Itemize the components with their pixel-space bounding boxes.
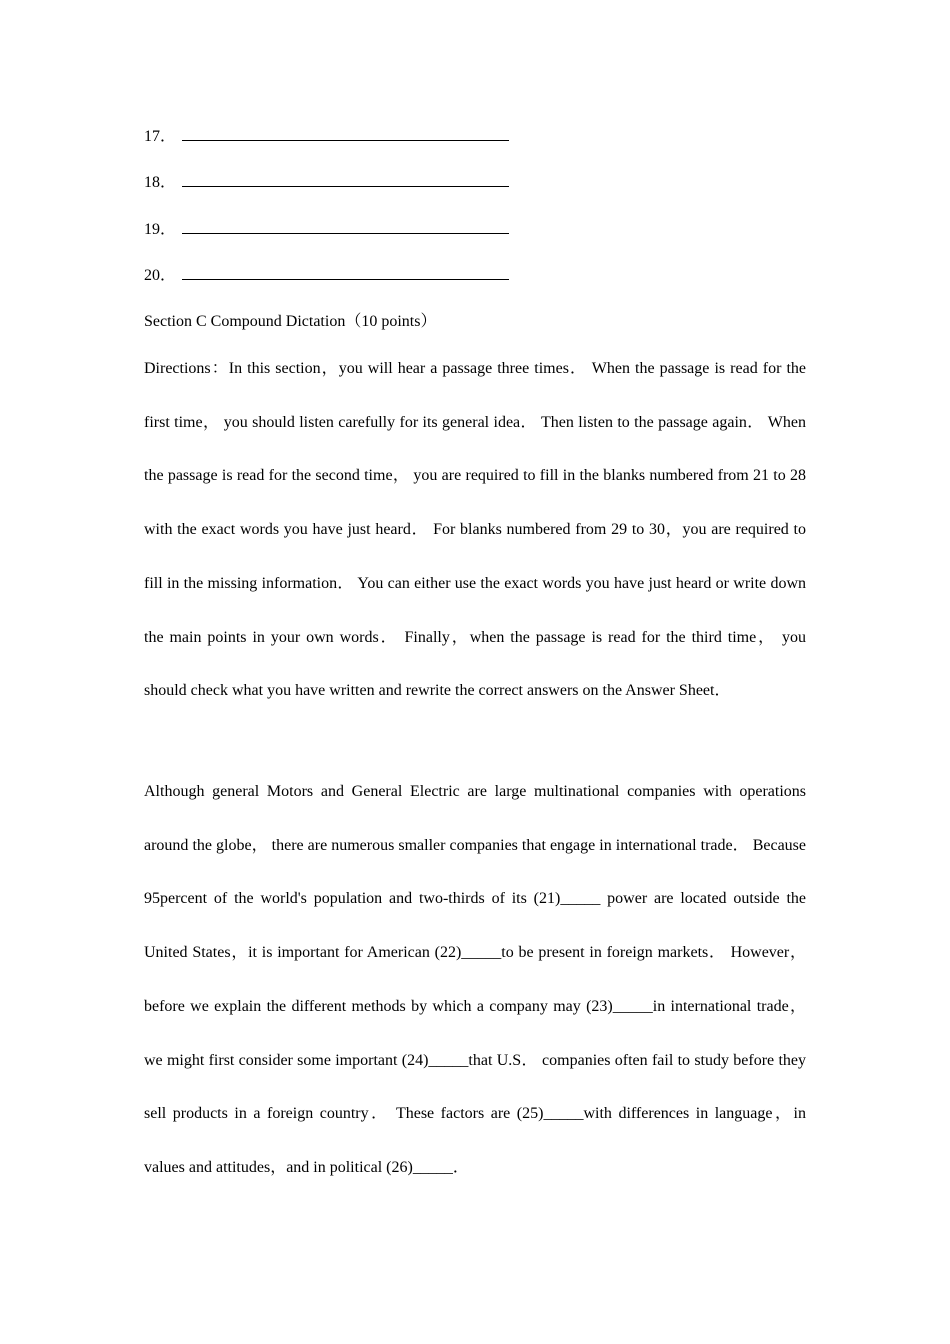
- answer-underline[interactable]: [182, 172, 509, 187]
- answer-blank-18: [144, 172, 509, 194]
- answer-underline[interactable]: [182, 265, 509, 280]
- answer-underline[interactable]: [182, 126, 509, 141]
- answer-blank-19: [144, 219, 509, 241]
- answer-blank-17: [144, 126, 509, 148]
- answer-number: 18．: [144, 174, 177, 191]
- directions-paragraph: Directions：In this section，you will hear a passage three times． When the passage is read for the first time， you should listen carefully for its general idea． Then listen to the passage again． When the passage is read for the second time， you are required to fill in the blanks numbered from 21 to 28 with the exact words you have just heard． For blanks numbered from 29 to 30，you are required to fill in the missing information． You can either use the exact words you have just heard or write down the main points in your own words． Finally，when the passage is read for the third time， you should check what you have written and rewrite the correct answers on the Answer Sheet．: [144, 360, 806, 700]
- answer-number: 20．: [144, 267, 177, 284]
- section-c-title: Section C Compound Dictation（10 points）: [144, 313, 437, 330]
- answer-underline[interactable]: [182, 219, 509, 234]
- answer-number: 17．: [144, 128, 177, 145]
- answer-blank-20: [144, 265, 509, 287]
- passage-paragraph: Although general Motors and General Electric are large multinational companies with operations around the globe， there are numerous smaller companies that engage in international trade． Because 95percent of the world's population and two-thirds of its (21)_____ power are located outside the United States，it is important for American (22)_____to be present in foreign markets． However， before we explain the different methods by which a company may (23)_____in international trade， we might first consider some important (24)_____that U.S． companies often fail to study before they sell products in a foreign country． These factors are (25)_____with differences in language，in values and attitudes，and in political (26)_____．: [144, 783, 807, 1176]
- answer-number: 19．: [144, 221, 177, 238]
